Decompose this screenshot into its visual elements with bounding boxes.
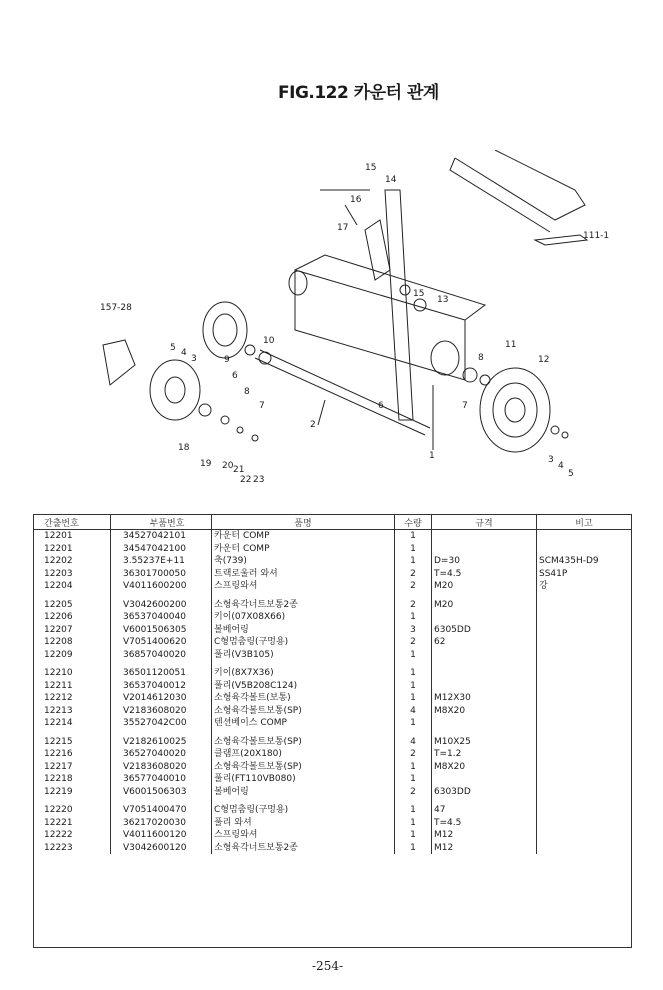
- cell-ref: 12219: [34, 786, 111, 799]
- cell-part: 36527040020: [111, 748, 212, 761]
- cell-qty: 1: [395, 555, 432, 568]
- table-row: [34, 624, 631, 637]
- table-row: [34, 761, 631, 774]
- cell-ref: 12211: [34, 680, 111, 693]
- cell-note: 강: [539, 581, 548, 591]
- cell-spec: 47: [432, 804, 537, 817]
- cell-note: [537, 667, 632, 680]
- cell-note: [537, 804, 632, 817]
- callout-12: 12: [538, 355, 550, 365]
- cell-ref: 12205: [34, 599, 111, 612]
- cell-part: 3.55237E+11: [111, 555, 212, 568]
- callout-2: 2: [310, 420, 316, 430]
- cell-spec: M10X25: [432, 736, 537, 749]
- cell-note: [537, 543, 632, 556]
- callout-9: 9: [224, 355, 230, 365]
- table-row: [34, 842, 631, 855]
- callout-20: 20: [222, 461, 234, 471]
- cell-spec: [432, 773, 537, 786]
- exploded-parts-diagram: [95, 150, 635, 495]
- cell-name: C형멈춤링(구멍용): [212, 804, 395, 817]
- header-name: 품명: [212, 515, 395, 530]
- cell-note: SS41P: [539, 568, 568, 579]
- callout-8a: 8: [244, 387, 250, 397]
- cell-name: 풀리 와셔: [212, 817, 395, 830]
- cell-qty: 4: [395, 705, 432, 718]
- cell-spec: T=4.5: [432, 817, 537, 830]
- cell-qty: 1: [395, 829, 432, 842]
- cell-spec: [432, 680, 537, 693]
- cell-qty: 1: [395, 817, 432, 830]
- table-row: [34, 568, 631, 581]
- cell-note: [537, 817, 632, 830]
- cell-note: [537, 842, 632, 855]
- cell-note: [537, 611, 632, 624]
- cell-note: [537, 748, 632, 761]
- table-row: [34, 680, 631, 693]
- cell-qty: 2: [395, 599, 432, 612]
- cell-name: 트랙로울러 와셔: [212, 568, 395, 581]
- cell-ref: 12222: [34, 829, 111, 842]
- cell-ref: 12208: [34, 636, 111, 649]
- table-row: [34, 736, 631, 749]
- cell-spec: 62: [432, 636, 537, 649]
- cell-spec: T=4.5: [432, 568, 537, 581]
- cell-spec: [432, 667, 537, 680]
- cell-ref: 12218: [34, 773, 111, 786]
- callout-14: 14: [385, 175, 397, 185]
- callout-15b: 15: [413, 289, 425, 299]
- cell-part: 36537040012: [111, 680, 212, 693]
- cell-name: 키이(07X08X66): [212, 611, 395, 624]
- cell-ref: 12217: [34, 761, 111, 774]
- callout-15a: 15: [365, 163, 377, 173]
- cell-ref: 12207: [34, 624, 111, 637]
- cell-spec: [432, 717, 537, 730]
- cell-qty: 2: [395, 568, 432, 581]
- cell-ref: 12214: [34, 717, 111, 730]
- cell-spec: [432, 530, 537, 543]
- cell-name: 카운터 COMP: [212, 530, 395, 543]
- cell-name: 축(739): [212, 555, 395, 568]
- cell-name: 키이(8X7X36): [212, 667, 395, 680]
- cell-ref: 12209: [34, 649, 111, 662]
- cell-spec: M12: [432, 842, 537, 855]
- cell-note: [537, 717, 632, 730]
- table-row: [34, 817, 631, 830]
- cell-ref: 12221: [34, 817, 111, 830]
- cell-qty: 2: [395, 748, 432, 761]
- cell-name: 텐션베이스 COMP: [212, 717, 395, 730]
- cell-note: [537, 773, 632, 786]
- page-title: FIG.122 카운터 관계: [278, 83, 439, 103]
- header-qty: 수량: [395, 515, 432, 530]
- cell-part: V2014612030: [111, 692, 212, 705]
- cell-qty: 1: [395, 667, 432, 680]
- cell-part: 36501120051: [111, 667, 212, 680]
- callout-17: 17: [337, 223, 349, 233]
- cell-ref: 12206: [34, 611, 111, 624]
- cell-note: [537, 530, 632, 543]
- cell-ref: 12215: [34, 736, 111, 749]
- cell-note: [537, 599, 632, 612]
- callout-3a: 3: [191, 354, 197, 364]
- cell-name: 클램프(20X180): [212, 748, 395, 761]
- callout-4a: 4: [181, 348, 187, 358]
- cell-part: 36537040040: [111, 611, 212, 624]
- cell-qty: 1: [395, 761, 432, 774]
- cell-ref: 12213: [34, 705, 111, 718]
- cell-note: [537, 829, 632, 842]
- cell-qty: 3: [395, 624, 432, 637]
- cell-spec: D=30: [432, 555, 537, 568]
- table-row: [34, 692, 631, 705]
- table-row: [34, 580, 631, 593]
- cell-note: SCM435H-D9: [539, 556, 599, 566]
- callout-22: 22: [240, 475, 252, 485]
- callout-10: 10: [263, 336, 275, 346]
- callout-19: 19: [200, 459, 212, 469]
- cell-name: 소형육각볼트보통(SP): [212, 761, 395, 774]
- callout-8b: 8: [478, 353, 484, 363]
- header-ref: 간출번호: [34, 515, 111, 530]
- cell-spec: [432, 649, 537, 662]
- table-row: [34, 717, 631, 730]
- cell-part: V3042600120: [111, 842, 212, 855]
- cell-qty: 1: [395, 611, 432, 624]
- cell-ref: 12212: [34, 692, 111, 705]
- table-row: [34, 636, 631, 649]
- cell-note: [537, 761, 632, 774]
- cell-spec: 6303DD: [432, 786, 537, 799]
- cell-part: V7051400470: [111, 804, 212, 817]
- cell-ref: 12202: [34, 555, 111, 568]
- table-row: [34, 599, 631, 612]
- table-row: [34, 555, 631, 568]
- cell-ref: 12201: [34, 543, 111, 556]
- cell-spec: M20: [432, 580, 537, 593]
- cell-qty: 2: [395, 786, 432, 799]
- table-row: [34, 786, 631, 799]
- cell-part: 35527042C00: [111, 717, 212, 730]
- table-header-row: [34, 515, 631, 530]
- cell-name: 소형육각볼트보통(SP): [212, 736, 395, 749]
- cell-ref: 12201: [34, 530, 111, 543]
- cell-name: 풀리(FT110VB080): [212, 773, 395, 786]
- table-row: [34, 773, 631, 786]
- header-note: 비고: [537, 515, 632, 530]
- cell-spec: [432, 543, 537, 556]
- cell-qty: 4: [395, 736, 432, 749]
- cell-note: [537, 736, 632, 749]
- cell-qty: 1: [395, 692, 432, 705]
- table-row: [34, 748, 631, 761]
- callout-1: 1: [429, 451, 435, 461]
- table-row: [34, 667, 631, 680]
- table-row: [34, 829, 631, 842]
- callout-7b: 7: [462, 401, 468, 411]
- cell-part: V7051400620: [111, 636, 212, 649]
- table-row: [34, 649, 631, 662]
- cell-qty: 1: [395, 842, 432, 855]
- callout-7a: 7: [259, 401, 265, 411]
- table-row: [34, 543, 631, 556]
- cell-name: 스프링와셔: [212, 829, 395, 842]
- page-number: -254-: [312, 959, 344, 973]
- cell-name: C형멈춤링(구멍용): [212, 636, 395, 649]
- cell-qty: 1: [395, 649, 432, 662]
- callout-18: 18: [178, 443, 190, 453]
- cell-part: V2183608020: [111, 705, 212, 718]
- header-spec: 규격: [432, 515, 537, 530]
- cell-name: 볼베어링: [212, 624, 395, 637]
- cell-ref: 12220: [34, 804, 111, 817]
- cell-qty: 2: [395, 636, 432, 649]
- cell-note: [537, 649, 632, 662]
- cell-name: 풀리(V3B105): [212, 649, 395, 662]
- cell-note: [537, 624, 632, 637]
- cell-part: 36577040010: [111, 773, 212, 786]
- cell-name: 소형육각볼트(보통): [212, 692, 395, 705]
- cell-ref: 12223: [34, 842, 111, 855]
- cell-note: [537, 786, 632, 799]
- cell-name: 풀리(V5B208C124): [212, 680, 395, 693]
- callout-5a: 5: [170, 343, 176, 353]
- cell-spec: T=1.2: [432, 748, 537, 761]
- cell-qty: 1: [395, 717, 432, 730]
- callout-3b: 3: [548, 455, 554, 465]
- cell-spec: M8X20: [432, 761, 537, 774]
- cell-part: V6001506303: [111, 786, 212, 799]
- cell-spec: M20: [432, 599, 537, 612]
- cell-part: V4011600200: [111, 580, 212, 593]
- cell-part: 36217020030: [111, 817, 212, 830]
- callout-6b: 6: [378, 401, 384, 411]
- header-part-no: 부품번호: [111, 515, 212, 530]
- table-row: [34, 804, 631, 817]
- cell-spec: 6305DD: [432, 624, 537, 637]
- cell-spec: M8X20: [432, 705, 537, 718]
- table-row: [34, 530, 631, 543]
- cell-part: 36301700050: [111, 568, 212, 581]
- cell-qty: 2: [395, 580, 432, 593]
- cell-name: 스프링와셔: [212, 580, 395, 593]
- cell-ref: 12210: [34, 667, 111, 680]
- table-row: [34, 611, 631, 624]
- callout-5b: 5: [568, 469, 574, 479]
- cell-part: V6001506305: [111, 624, 212, 637]
- callout-6a: 6: [232, 371, 238, 381]
- table-row: [34, 705, 631, 718]
- callout-21: 21: [233, 465, 245, 475]
- cell-note: [537, 680, 632, 693]
- callout-23: 23: [253, 475, 265, 485]
- callout-111-1: 111-1: [583, 231, 610, 241]
- cell-spec: [432, 611, 537, 624]
- callout-11: 11: [505, 340, 517, 350]
- callout-16: 16: [350, 195, 362, 205]
- parts-table: [33, 514, 632, 948]
- cell-part: 34547042100: [111, 543, 212, 556]
- cell-qty: 1: [395, 804, 432, 817]
- cell-qty: 1: [395, 773, 432, 786]
- callout-13: 13: [437, 295, 449, 305]
- cell-qty: 1: [395, 680, 432, 693]
- cell-qty: 1: [395, 530, 432, 543]
- cell-part: 36857040020: [111, 649, 212, 662]
- cell-note: [537, 636, 632, 649]
- cell-ref: 12203: [34, 568, 111, 581]
- cell-part: 34527042101: [111, 530, 212, 543]
- cell-ref: 12204: [34, 580, 111, 593]
- cell-name: 카운터 COMP: [212, 543, 395, 556]
- cell-name: 볼베어링: [212, 786, 395, 799]
- callout-157-28: 157-28: [100, 303, 132, 313]
- cell-spec: M12: [432, 829, 537, 842]
- cell-note: [537, 705, 632, 718]
- cell-part: V4011600120: [111, 829, 212, 842]
- cell-qty: 1: [395, 543, 432, 556]
- cell-name: 소형육각너트보통2종: [212, 599, 395, 612]
- cell-part: V2183608020: [111, 761, 212, 774]
- cell-part: V2182610025: [111, 736, 212, 749]
- cell-name: 소형육각볼트보통(SP): [212, 705, 395, 718]
- cell-spec: M12X30: [432, 692, 537, 705]
- cell-note: [537, 692, 632, 705]
- cell-ref: 12216: [34, 748, 111, 761]
- callout-4b: 4: [558, 461, 564, 471]
- cell-name: 소형육각너트보통2종: [212, 842, 395, 855]
- cell-part: V3042600200: [111, 599, 212, 612]
